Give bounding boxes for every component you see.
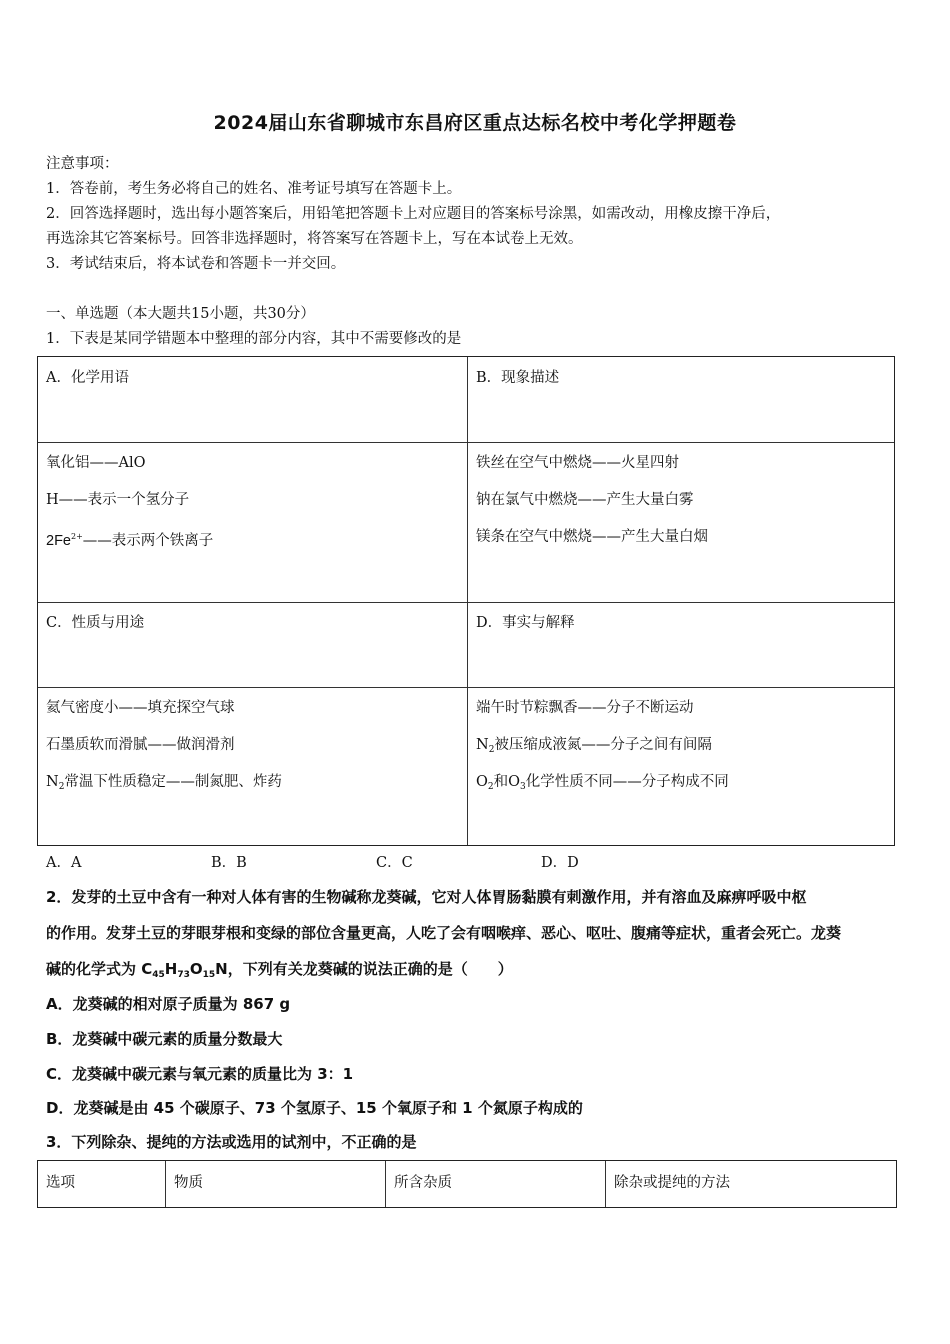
q1-d-line-1: 端午时节粽飘香——分子不断运动 — [476, 700, 694, 716]
q1-b-line-1: 铁丝在空气中燃烧——火星四射 — [476, 455, 679, 471]
q3-table-divider — [605, 1161, 606, 1207]
q1-a-line-3-post: ——表示两个铁离子 — [82, 533, 214, 549]
q1-cell-a-head — [46, 367, 129, 404]
q1-c-line-3-sub: 2 — [58, 782, 65, 792]
q1-cell-d-body — [476, 697, 729, 808]
q3-table-divider — [385, 1161, 386, 1207]
q1-table-rule — [38, 602, 894, 603]
q1-c-line-2: 石墨质软而滑腻——做润滑剂 — [46, 737, 235, 753]
q2-stem-line-3 — [46, 958, 513, 980]
q1-b-line-3: 镁条在空气中燃烧——产生大量白烟 — [476, 529, 708, 545]
q1-a-line-2: H——表示一个氢分子 — [46, 492, 190, 508]
q1-d-line-2-pre: N — [476, 737, 489, 753]
q2-formula-pre: 碱的化学式为 C — [46, 960, 153, 978]
q1-c-head: C．性质与用途 — [46, 615, 145, 631]
q1-cell-b-body — [476, 452, 708, 563]
q1-cell-b-head — [476, 367, 559, 404]
q2-stem-line-2: 的作用。发芽土豆的芽眼芽根和变绿的部位含量更高，人吃了会有咽喉痒、恶心、呕吐、腹痛等症状，重者会死亡。龙葵 — [46, 924, 842, 942]
q1-table — [37, 356, 895, 846]
q1-option-b[interactable]: B．B — [211, 855, 247, 871]
q1-b-head: B．现象描述 — [476, 370, 560, 386]
q2-formula-h: H — [164, 960, 178, 978]
q1-table-divider — [467, 357, 468, 845]
q3-header-option: 选项 — [46, 1175, 75, 1191]
notice-item-3: 3．考试结束后，将本试卷和答题卡一并交回。 — [46, 256, 346, 272]
notice-heading: 注意事项： — [46, 156, 119, 172]
q1-d-line-2-post: 被压缩成液氮——分子之间有间隔 — [494, 737, 712, 753]
section-heading: 一、单选题（本大题共15小题，共30分） — [46, 306, 315, 322]
q1-d-line-3-sub-1: 2 — [487, 782, 494, 792]
q2-option-c[interactable]: C．龙葵碱中碳元素与氧元素的质量比为 3：1 — [46, 1065, 354, 1083]
q1-a-line-3-sup: 2+ — [71, 532, 83, 541]
q2-stem-line-1: 2．发芽的土豆中含有一种对人体有害的生物碱称龙葵碱，它对人体胃肠黏膜有刺激作用，并有溶血及麻痹呼吸中枢 — [46, 888, 807, 906]
q2-formula-o: O — [189, 960, 203, 978]
page-title: 2024届山东省聊城市东昌府区重点达标名校中考化学押题卷 — [213, 112, 737, 134]
q2-formula-sub-o: 15 — [202, 970, 216, 980]
q2-option-b[interactable]: B．龙葵碱中碳元素的质量分数最大 — [46, 1030, 283, 1048]
q1-cell-c-head — [46, 612, 144, 649]
q1-a-line-3 — [46, 526, 213, 563]
q1-table-rule — [38, 442, 894, 443]
q2-option-a[interactable]: A．龙葵碱的相对原子质量为 867 g — [46, 995, 291, 1013]
q1-d-head: D．事实与解释 — [476, 615, 575, 631]
q1-d-line-3-a: O — [476, 774, 488, 790]
q2-formula-post: N，下列有关龙葵碱的说法正确的是（ ） — [215, 960, 513, 978]
q1-d-line-3-b: 和O — [493, 774, 521, 790]
q1-stem: 1．下表是某同学错题本中整理的部分内容，其中不需要修改的是 — [46, 331, 462, 347]
notice-item-1: 1．答卷前，考生务必将自己的姓名、准考证号填写在答题卡上。 — [46, 181, 462, 197]
q1-table-rule — [38, 687, 894, 688]
notice-item-2-line-1: 2．回答选择题时，选出每小题答案后，用铅笔把答题卡上对应题目的答案标号涂黑，如需改动，用橡皮擦干净后， — [46, 206, 781, 222]
q3-table — [37, 1160, 897, 1208]
q3-header-method: 除杂或提纯的方法 — [614, 1175, 730, 1191]
q1-cell-c-body — [46, 697, 282, 808]
q1-c-line-3-post: 常温下性质稳定——制氮肥、炸药 — [64, 774, 282, 790]
q1-option-a[interactable]: A．A — [46, 855, 82, 871]
q1-c-line-3 — [46, 771, 282, 808]
q1-a-line-1: 氧化铝——AlO — [46, 455, 146, 471]
q1-a-head: A．化学用语 — [46, 370, 129, 386]
q1-option-c[interactable]: C．C — [376, 855, 413, 871]
q2-formula-sub-h: 73 — [177, 970, 190, 980]
q2-option-d[interactable]: D．龙葵碱是由 45 个碳原子、73 个氢原子、15 个氧原子和 1 个氮原子构成的 — [46, 1099, 583, 1117]
q1-option-d[interactable]: D．D — [541, 855, 579, 871]
q3-header-impurity: 所含杂质 — [394, 1175, 452, 1191]
q1-c-line-1: 氦气密度小——填充探空气球 — [46, 700, 235, 716]
q1-cell-d-head — [476, 612, 575, 649]
q2-formula-sub-c: 45 — [152, 970, 165, 980]
q1-cell-a-body — [46, 452, 213, 563]
q1-a-line-3-pre: 2Fe — [46, 533, 71, 549]
q1-d-line-3-c: 化学性质不同——分子构成不同 — [525, 774, 729, 790]
q1-c-line-3-pre: N — [46, 774, 59, 790]
q1-d-line-3-sub-2: 3 — [520, 782, 526, 792]
q3-stem: 3．下列除杂、提纯的方法或选用的试剂中，不正确的是 — [46, 1133, 417, 1151]
q1-d-line-2-sub: 2 — [488, 745, 495, 755]
q3-table-divider — [165, 1161, 166, 1207]
q3-header-substance: 物质 — [174, 1175, 203, 1191]
q1-b-line-2: 钠在氯气中燃烧——产生大量白雾 — [476, 492, 694, 508]
notice-item-2-line-2: 再选涂其它答案标号。回答非选择题时，将答案写在答题卡上，写在本试卷上无效。 — [46, 231, 583, 247]
q1-d-line-2 — [476, 734, 729, 771]
q1-d-line-3 — [476, 771, 729, 808]
